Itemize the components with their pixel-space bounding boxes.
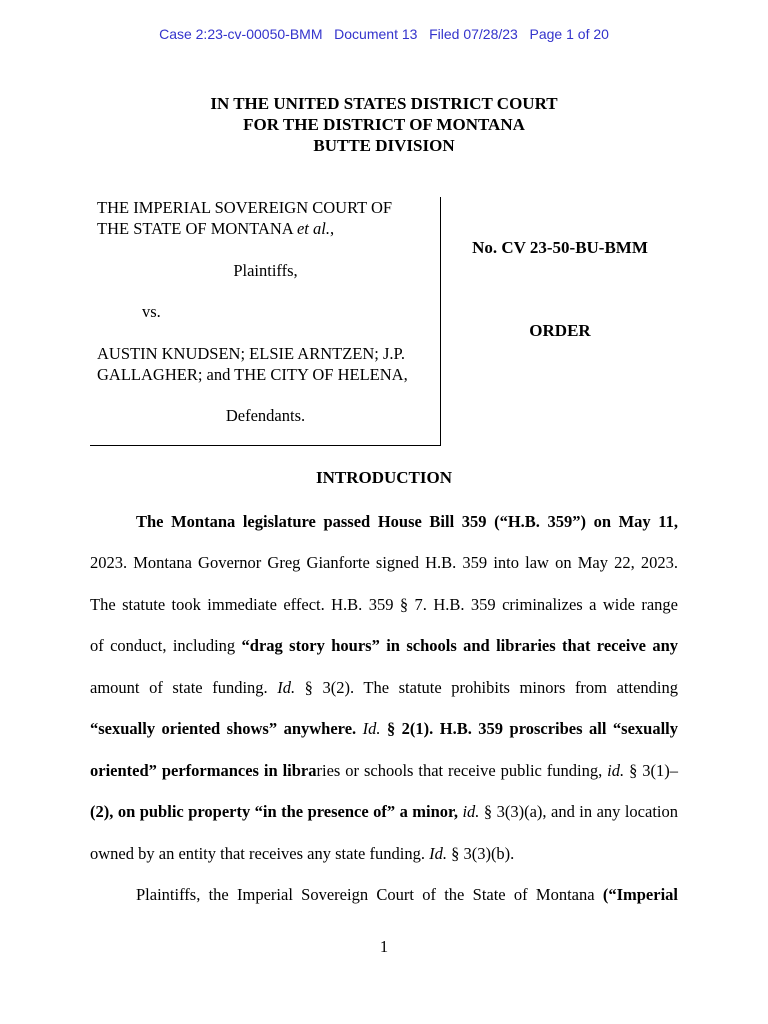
text-run: § 3(3)(a), and in any location (479, 802, 678, 821)
defendants-role: Defendants. (225, 406, 306, 425)
plaintiffs-role: Plaintiffs, (233, 261, 298, 280)
citation-id: id. (462, 802, 480, 821)
text-run-bold: § 2(1). H.B. 359 proscribes all “sexually (380, 719, 678, 738)
text-run-bold: (2), on public property “in the presence of” a minor, (90, 802, 463, 821)
court-title (0, 93, 768, 156)
page-count-stamp: Page 1 of 20 (529, 26, 609, 42)
defendants-line-2: GALLAGHER; and THE CITY OF HELENA, (97, 365, 408, 384)
paragraph-line (90, 719, 678, 739)
plaintiffs-comma: , (329, 219, 335, 238)
citation-id: Id. (362, 719, 381, 738)
paragraph-line (136, 885, 678, 905)
text-run: Plaintiffs, the Imperial Sovereign Court of the State of Montana (136, 885, 603, 904)
case-number: No. CV 23-50-BU-BMM (472, 238, 648, 257)
text-run-bold: “sexually oriented shows” anywhere. (90, 719, 363, 738)
citation-id: Id. (429, 844, 447, 863)
plaintiffs-line-2 (97, 218, 334, 239)
paragraph-line (90, 761, 678, 781)
text-run: § 3(2). The statute prohibits minors from attending (295, 678, 678, 697)
paragraph-line: The Montana legislature passed House Bill 359 (“H.B. 359”) on May 11, (136, 512, 678, 531)
text-run: § 3(1)– (624, 761, 678, 780)
section-heading-introduction: INTRODUCTION (315, 468, 453, 487)
citation-id: Id. (277, 678, 296, 697)
court-title-line-1: IN THE UNITED STATES DISTRICT COURT (210, 94, 558, 113)
paragraph-line: 2023. Montana Governor Greg Gianforte signed H.B. 359 into law on May 22, 2023. (90, 553, 678, 572)
filed-date-stamp: Filed 07/28/23 (429, 26, 518, 42)
case-number-stamp: Case 2:23-cv-00050-BMM (159, 26, 323, 42)
document-number-stamp: Document 13 (334, 26, 418, 42)
et-al-text: et al. (296, 219, 330, 238)
paragraph-line (90, 636, 678, 656)
citation-id: id. (607, 761, 625, 780)
document-type: ORDER (529, 321, 591, 340)
court-title-line-2: FOR THE DISTRICT OF MONTANA (243, 115, 525, 134)
text-run-bold: “drag story hours” in schools and libraries that receive any (241, 636, 678, 655)
paragraph-line (90, 678, 678, 698)
versus-label: vs. (142, 302, 161, 321)
defendants-line-1: AUSTIN KNUDSEN; ELSIE ARNTZEN; J.P. (97, 344, 406, 363)
paragraph-line (90, 802, 678, 822)
text-run-bold: oriented” performances in libra (90, 761, 317, 780)
text-run: § 3(3)(b). (446, 844, 515, 863)
paragraph-line: The statute took immediate effect. H.B. 359 § 7. H.B. 359 criminalizes a wide range (90, 595, 678, 614)
text-run: ries or schools that receive public funding, (316, 761, 608, 780)
text-run: of conduct, including (90, 636, 242, 655)
filing-stamp (0, 26, 768, 42)
plaintiffs-name-text: THE STATE OF MONTANA (97, 219, 297, 238)
text-run: amount of state funding. (90, 678, 278, 697)
text-run-bold: (“Imperial (602, 885, 678, 904)
text-run: owned by an entity that receives any state funding. (90, 844, 430, 863)
page-number: 1 (379, 937, 389, 956)
court-title-line-3: BUTTE DIVISION (313, 136, 455, 155)
case-caption-parties (90, 197, 441, 446)
paragraph-line (90, 844, 678, 864)
plaintiffs-line-1: THE IMPERIAL SOVEREIGN COURT OF (97, 198, 393, 217)
